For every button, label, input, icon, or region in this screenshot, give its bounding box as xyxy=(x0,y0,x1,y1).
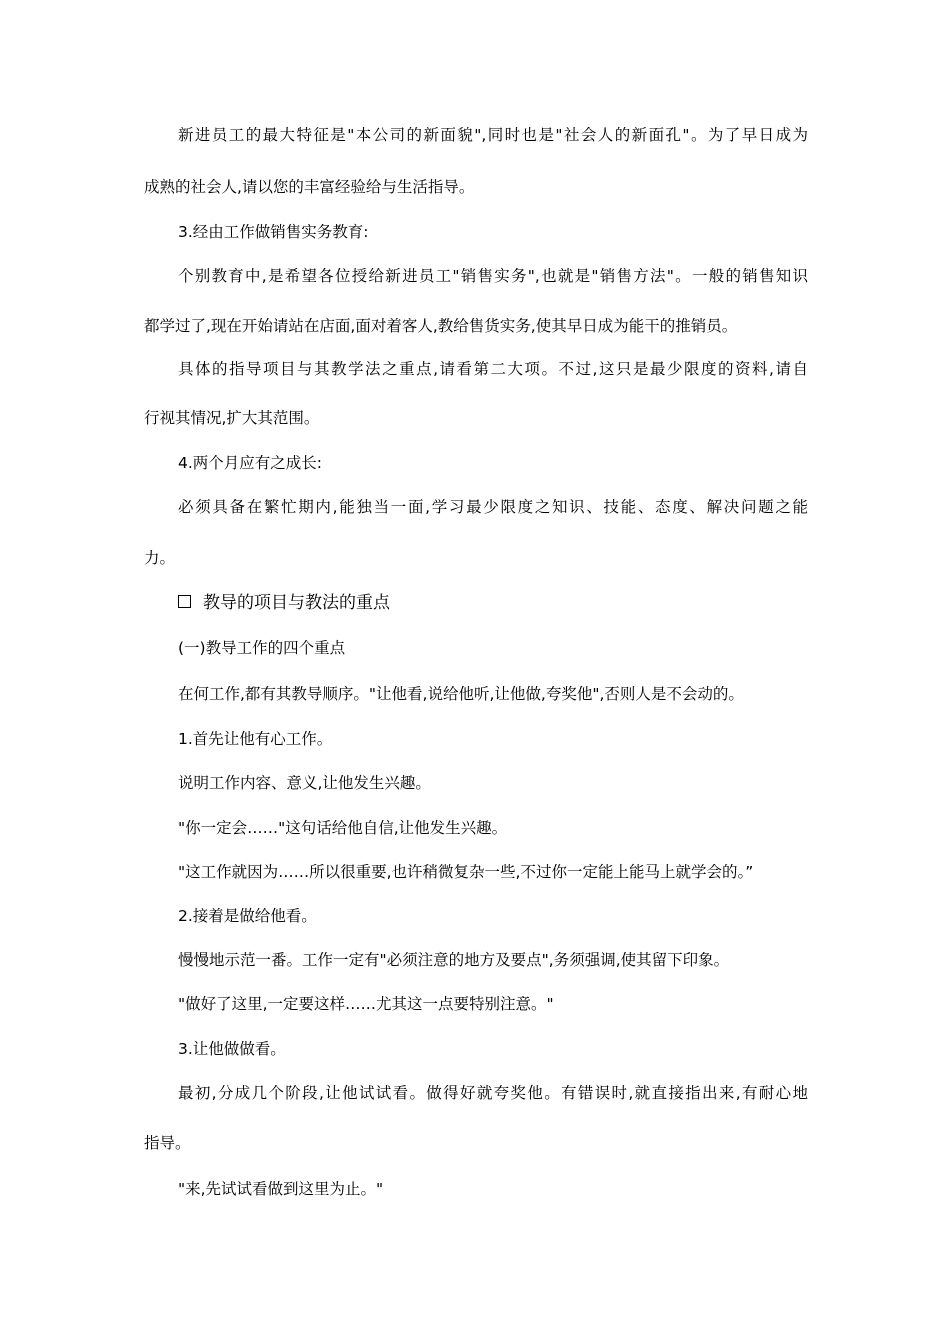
paragraph-line: 新进员工的最大特征是"本公司的新面貌",同时也是"社会人的新面孔"。为了早日成为 xyxy=(178,126,808,144)
paragraph-line: 个别教育中,是希望各位授给新进员工"销售实务",也就是"销售方法"。一般的销售知识 xyxy=(178,267,808,285)
paragraph-line: "来,先试试看做到这里为止。" xyxy=(178,1180,384,1198)
section-heading-text: 教导的项目与教法的重点 xyxy=(203,593,390,613)
paragraph-line: 具体的指导项目与其教学法之重点,请看第二大项。不过,这只是最少限度的资料,请自 xyxy=(178,360,808,378)
section-heading xyxy=(178,592,390,614)
paragraph-line: "做好了这里,一定要这样……尤其这一点要特别注意。" xyxy=(178,995,554,1013)
paragraph-line: 说明工作内容、意义,让他发生兴趣。 xyxy=(178,774,431,792)
list-item-heading: 1.首先让他有心工作。 xyxy=(178,730,333,748)
list-item-heading: 4.两个月应有之成长: xyxy=(178,454,323,472)
paragraph-line: 指导。 xyxy=(144,1134,191,1152)
paragraph-line: 都学过了,现在开始请站在店面,面对着客人,教给售货实务,使其早日成为能干的推销员。 xyxy=(144,317,738,335)
paragraph-line: 慢慢地示范一番。工作一定有"必须注意的地方及要点",务须强调,使其留下印象。 xyxy=(178,951,730,969)
paragraph-line: 最初,分成几个阶段,让他试试看。做得好就夸奖他。有错误时,就直接指出来,有耐心地 xyxy=(178,1084,808,1102)
paragraph-line: "你一定会……"这句话给他自信,让他发生兴趣。 xyxy=(178,819,508,837)
paragraph-line: 在何工作,都有其教导顺序。"让他看,说给他听,让他做,夸奖他",否则人是不会动的。 xyxy=(178,685,744,703)
list-item-heading: 3.让他做做看。 xyxy=(178,1040,286,1058)
list-item-heading: 2.接着是做给他看。 xyxy=(178,907,317,925)
subsection-heading: (一)教导工作的四个重点 xyxy=(178,639,346,657)
checkbox-square-icon xyxy=(178,595,191,608)
paragraph-line: 必须具备在繁忙期内,能独当一面,学习最少限度之知识、技能、态度、解决问题之能 xyxy=(178,498,808,516)
list-item-heading: 3.经由工作做销售实务教育: xyxy=(178,223,369,241)
paragraph-line: 行视其情况,扩大其范围。 xyxy=(144,409,320,427)
paragraph-line: 成熟的社会人,请以您的丰富经验给与生活指导。 xyxy=(144,178,475,196)
paragraph-line: "这工作就因为……所以很重要,也许稍微复杂一些,不过你一定能上能马上就学会的。” xyxy=(178,863,754,881)
paragraph-line: 力。 xyxy=(144,549,176,567)
